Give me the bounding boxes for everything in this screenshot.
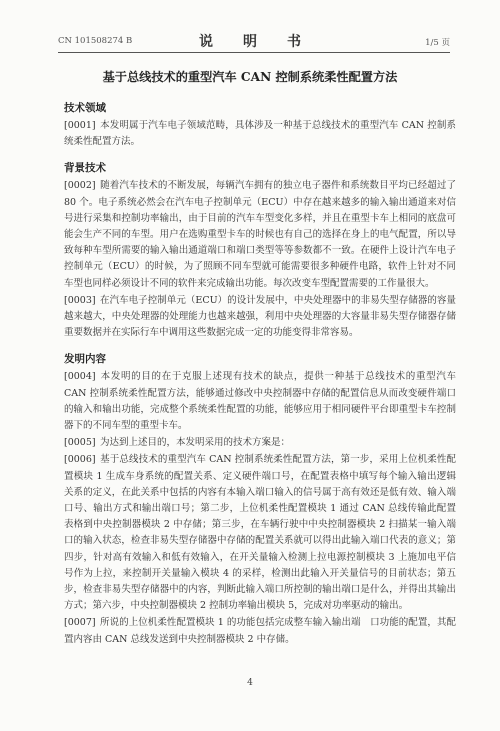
paragraph-number: [0007] — [64, 617, 96, 629]
paragraph-number: [0002] — [64, 180, 96, 192]
paragraph — [64, 118, 456, 150]
paragraph-text: 基于总线技术的重型汽车 CAN 控制系统柔性配置方法，第一步，采用上位机柔性配置模块 1 生成车身系统的配置关系、定义硬件端口号，在配置表格中填写每个输入输出逻辑关系的定义，在此关系中包括的内容有本输入端口输入的信号属于高有效还是低有效、输入端口号、输出方式和输出端口号；第二步，上位机柔性配置模块 1 通过 CAN 总线传输此配置表格到中央控制器模块 2 中存储；第三步，在车辆行驶中中央控制器模块 2 扫描某一输入端口的输入状态，检查非易失型存储器中存储的配置关系就可以得出此输入端口代表的意义；第四步，针对高有效输入和低有效输入，在开关量输入检测上拉电源控制模块 3 上施加电平信号作为上拉，来控制开关量输入模块 4 的采样，检测出此输入开关量信号的目前状态；第五步，检查非易失型存储器中的内容，判断此输入端口所控制的输出端口是什么，并得出其输出方式；第六步，中央控制器模块 2 控制功率输出模块 5，完成对功率驱动的输出。 — [64, 454, 456, 612]
paragraph-number: [0003] — [64, 294, 96, 306]
page-info: 1/5 页 — [425, 38, 450, 48]
paragraph — [64, 369, 456, 434]
page-number: 4 — [247, 678, 253, 688]
document-body — [64, 100, 456, 649]
paragraph-text: 本发明的目的在于克服上述现有技术的缺点，提供一种基于总线技术的重型汽车 CAN 控制系统柔性配置方法，能够通过修改中央控制器中存储的配置信息从而改变硬件端口的输入和输出功能，完成整个系统柔性配置的功能，能够应用于相同硬件平台即重型卡车控制器下的不同车型的重型卡车。 — [64, 371, 456, 432]
paragraph-text: 在汽车电子控制单元（ECU）的设计发展中，中央处理器中的非易失型存储器的容量越来越大，中央处理器的处理能力也越来越强，利用中央处理器的大容量非易失型存储器存储重要数据并在实际行车中调用这些数据完成一定的功能变得非常容易。 — [64, 294, 456, 339]
page-header — [58, 30, 450, 53]
paragraph-text: 所说的上位机柔性配置模块 1 的功能包括完成整车输入输出端 口功能的配置，其配置内容由 CAN 总线发送到中央控制器模块 2 中存储。 — [64, 617, 456, 645]
document-type: 说 明 书 — [199, 34, 309, 50]
paragraph-text: 为达到上述目的，本发明采用的技术方案是： — [100, 437, 291, 449]
section-heading-summary: 发明内容 — [64, 353, 106, 366]
paragraph-text: 本发明属于汽车电子领域范畴，具体涉及一种基于总线技术的重型汽车 CAN 控制系统柔性配置方法。 — [64, 120, 456, 148]
paragraph-number: [0001] — [64, 120, 96, 131]
paragraph — [64, 615, 456, 647]
section-heading-technical-field: 技术领域 — [64, 102, 106, 114]
paragraph-number: [0005] — [64, 437, 96, 449]
paragraph — [64, 435, 456, 451]
section-heading-background: 背景技术 — [64, 162, 106, 175]
paragraph — [64, 178, 456, 291]
paragraph — [64, 293, 456, 342]
paragraph-text: 随着汽车技术的不断发展，每辆汽车拥有的独立电子器件和系统数目平均已经超过了 80 个。电子系统必然会在汽车电子控制单元（ECU）中存在越来越多的输入输出通道来对信号进行采集和控制功率输出，由于目前的汽车车型变化多样，并且在重型卡车上相同的底盘可能会生产不同的车型。用户在选购重型卡车的时候也有自己的选择在身上的电气配置，所以导致每种车型所需要的输入输出通道端口和端口类型等等参数都不一致。在硬件上设计汽车电子控制单元（ECU）的时候，为了照顾不同车型就可能需要很多种硬件电路，软件上针对不同车型也同样必须设计不同的软件来完成输出功能。每次改变车型配置需要的工作量很大。 — [64, 180, 456, 289]
patent-number: CN 101508274 B — [58, 36, 133, 46]
paragraph-number: [0004] — [64, 371, 96, 383]
paragraph-number: [0006] — [64, 454, 96, 466]
document-title: 基于总线技术的重型汽车 CAN 控制系统柔性配置方法 — [102, 70, 398, 84]
paragraph — [64, 452, 456, 614]
